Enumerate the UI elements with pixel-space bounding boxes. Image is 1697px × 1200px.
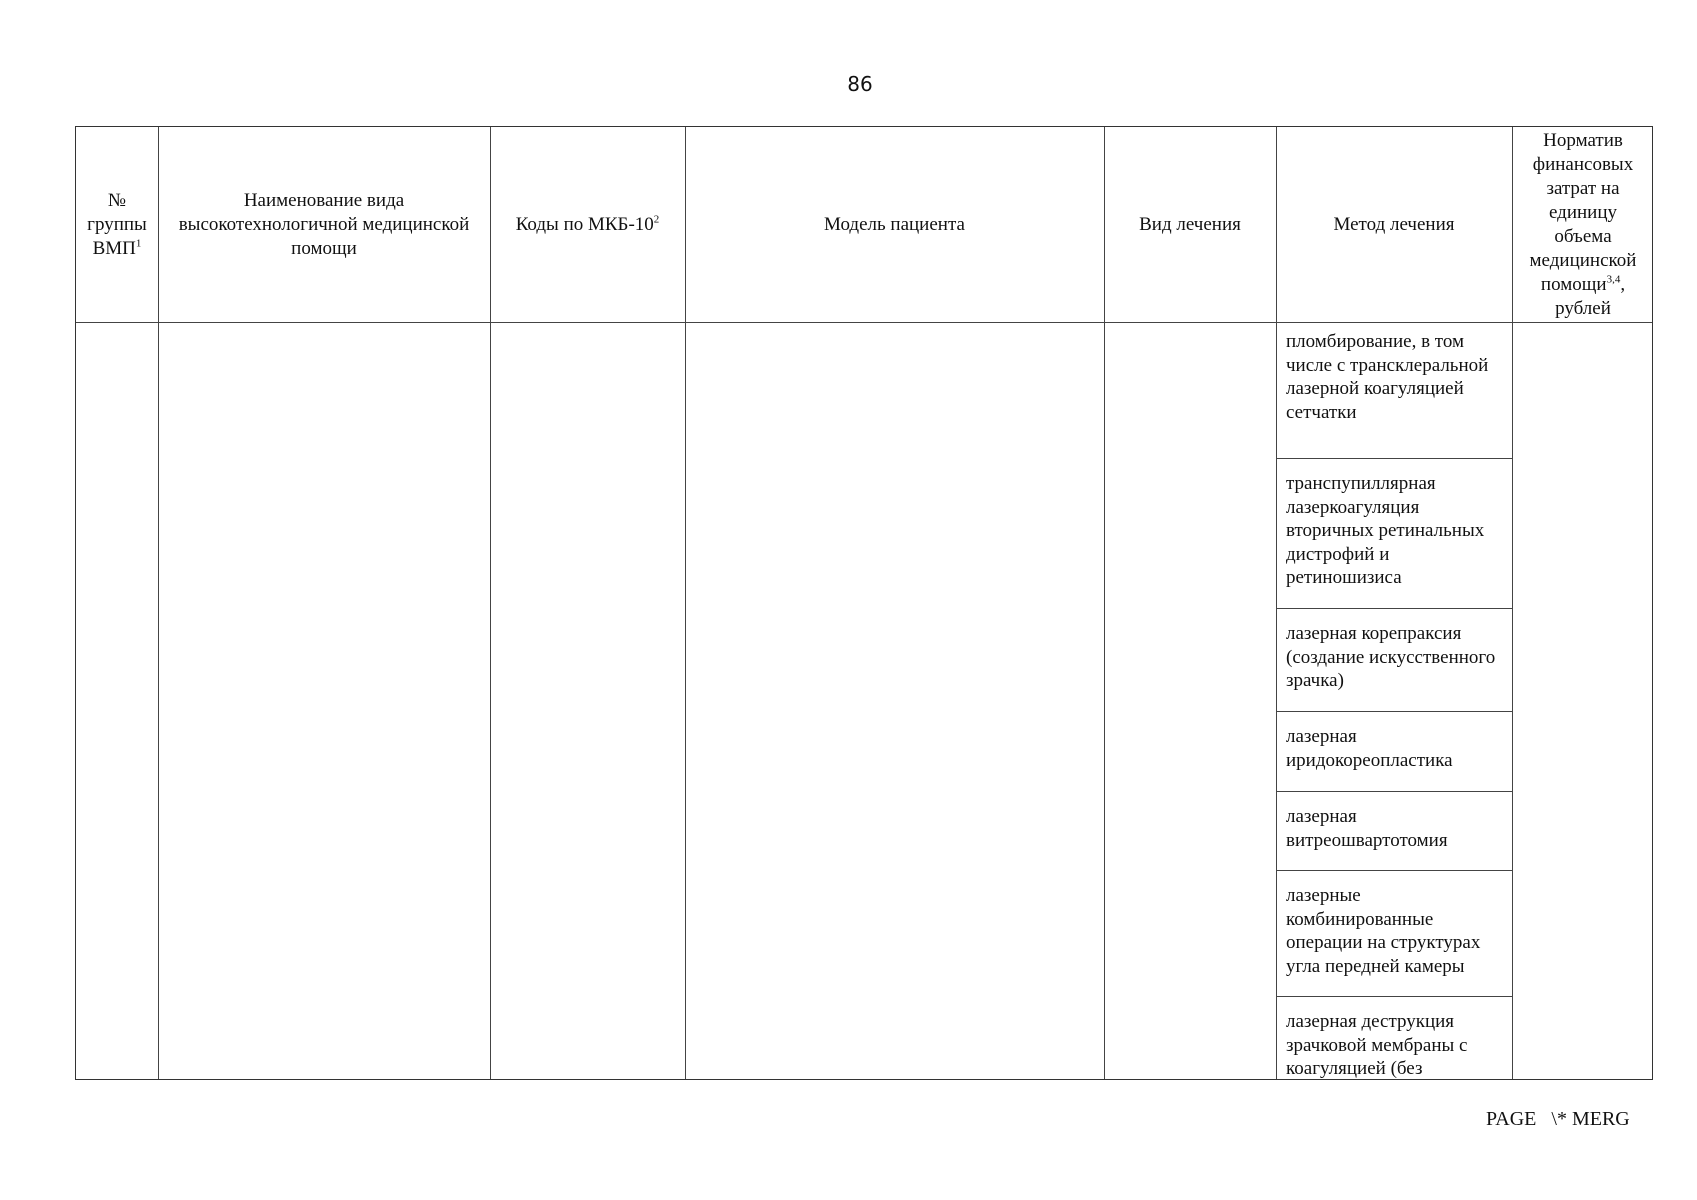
header-care-type-name: Наименование вида высокотехнологичной медицинской помощи	[178, 189, 470, 259]
treatment-method-cell: лазерная деструкция зрачковой мембраны с коагуляцией (без	[1286, 1011, 1468, 1078]
header-cost-norm: Норматив финансовых затрат на единицу объема медицинской помощи$^{3,4}$, рублей	[1529, 129, 1637, 319]
table	[75, 126, 1653, 1080]
treatment-method-cell: лазерная иридокореопластика	[1286, 726, 1453, 771]
treatment-method-cell: лазерная витреошвартотомия	[1286, 806, 1448, 851]
header-treatment-method: Метод лечения	[1333, 213, 1455, 235]
treatment-method-cell: пломбирование, в том числе с трансклеральной лазерной коагуляцией сетчатки	[1286, 331, 1489, 423]
header-icd-codes: Коды по МКБ-$10^2$	[515, 213, 660, 235]
treatment-method-cell: лазерные комбинированные операции на структурах угла передней камеры	[1286, 885, 1481, 977]
header-treatment-type: Вид лечения	[1139, 213, 1241, 235]
header-group-number: № группы ВМП$^1$	[87, 189, 147, 259]
treatment-method-cell: лазерная корепраксия (создание искусственного зрачка)	[1286, 623, 1496, 691]
header-patient-model: Модель пациента	[824, 213, 965, 235]
treatment-method-cell: транспупиллярная лазеркоагуляция вторичных ретинальных дистрофий и ретиношизиса	[1286, 473, 1485, 588]
page-footer-field: PAGE \* MERG	[1486, 1108, 1630, 1130]
page-number: 86	[847, 72, 873, 96]
